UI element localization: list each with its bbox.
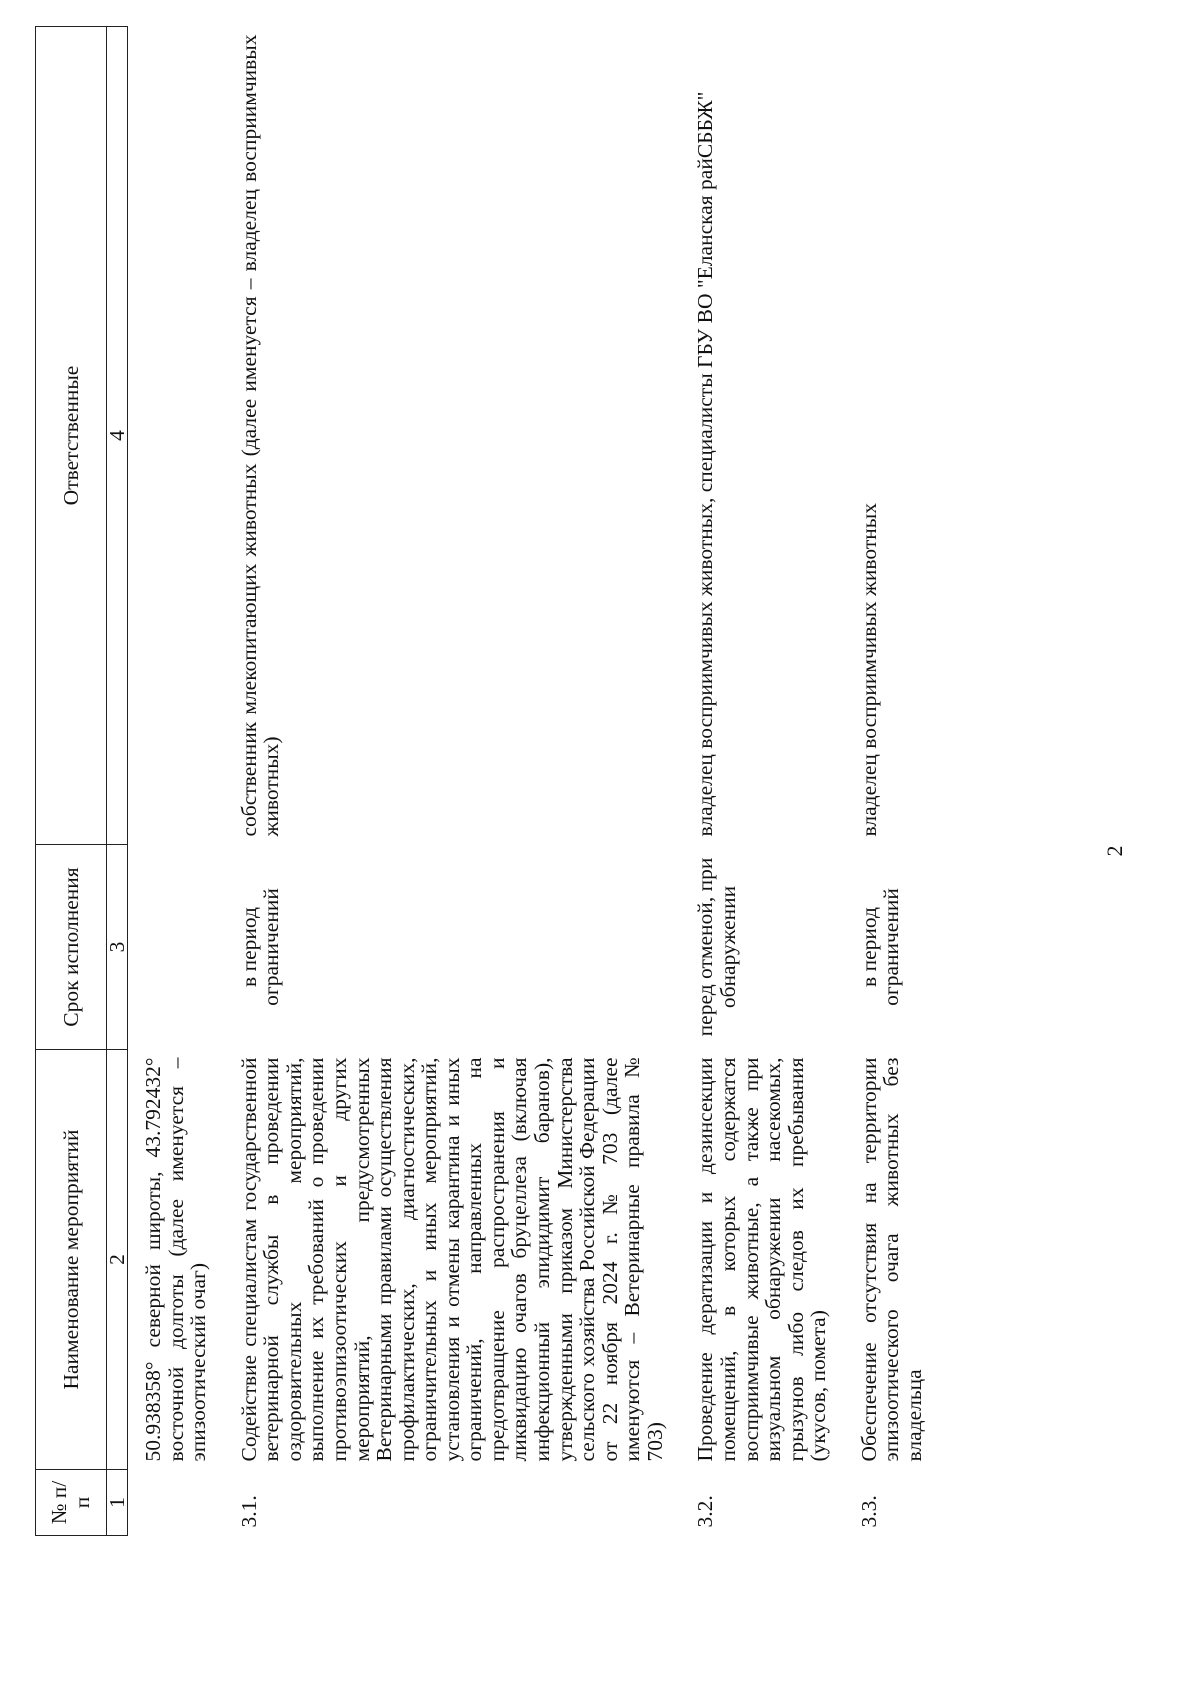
table-row xyxy=(128,27,224,1536)
row-responsible: владелец восприимчивых животных, специалисты ГБУ ВО "Еланская райСББЖ" xyxy=(693,91,718,837)
header-name: Наименование мероприятий xyxy=(36,1050,107,1470)
row-term: перед отменой, при обнаружении xyxy=(693,857,740,1037)
column-number: 2 xyxy=(107,1050,128,1470)
header-num: № п/п xyxy=(36,1470,107,1536)
row-name: 50.938358° северной широты, 43.792432° восточной долготы (далее именуется – эпизоотический очаг) xyxy=(141,1057,211,1462)
row-term: в период ограничений xyxy=(856,888,904,1006)
row-responsible: собственник млекопитающих животных (далее именуется – владелец восприимчивых животных) xyxy=(236,34,284,837)
row-num: 3.2. xyxy=(693,1495,718,1528)
row-name: Обеспечение отсутствия на территории эпизоотического очага животных без владельца xyxy=(856,1057,926,1462)
row-num xyxy=(128,1470,224,1536)
row-term xyxy=(128,845,224,1050)
table-column-numbers-row xyxy=(107,27,128,1536)
column-number: 3 xyxy=(107,845,128,1050)
page-number: 2 xyxy=(1102,845,1127,857)
measures-table xyxy=(35,26,939,1536)
row-term: в период ограничений xyxy=(236,888,284,1006)
row-responsible: владелец восприимчивых животных xyxy=(856,503,881,837)
table-row xyxy=(680,27,843,1536)
row-num: 3.3. xyxy=(856,1495,881,1528)
table-row xyxy=(844,27,940,1536)
row-name: Проведение дератизации и дезинсекции помещений, в которых содержатся восприимчивые животные, а также при визуальном обнаружении насекомых, грызунов либо следов их пребывания (укусов, помета) xyxy=(693,1057,831,1462)
table-row xyxy=(224,27,681,1536)
row-num: 3.1. xyxy=(236,1495,261,1528)
column-number: 4 xyxy=(107,27,128,845)
row-responsible xyxy=(128,27,224,845)
column-number: 1 xyxy=(107,1470,128,1536)
header-term: Срок исполнения xyxy=(36,845,107,1050)
row-name: Содействие специалистам государственной ветеринарной службы в проведении оздоровительных мероприятий, выполнение их требований о проведении противоэпизоотических и других мероприятий, предусмотренных Ветеринарными правилами осуществления профилактических, диагностических, ограничительных и иных мероприятий, установления и отмены карантина и иных ограничений, направленных на предотвращение распространения и ликвидацию очагов бруцеллеза (включая инфекционный эпидидимит баранов), утвержденными приказом Министерства сельского хозяйства Российской Федерации от 22 ноября 2024 г. № 703 (далее именуются – Ветеринарные правила № 703) xyxy=(236,1057,667,1462)
table-header-row xyxy=(36,27,107,1536)
header-responsible: Ответственные xyxy=(36,27,107,845)
